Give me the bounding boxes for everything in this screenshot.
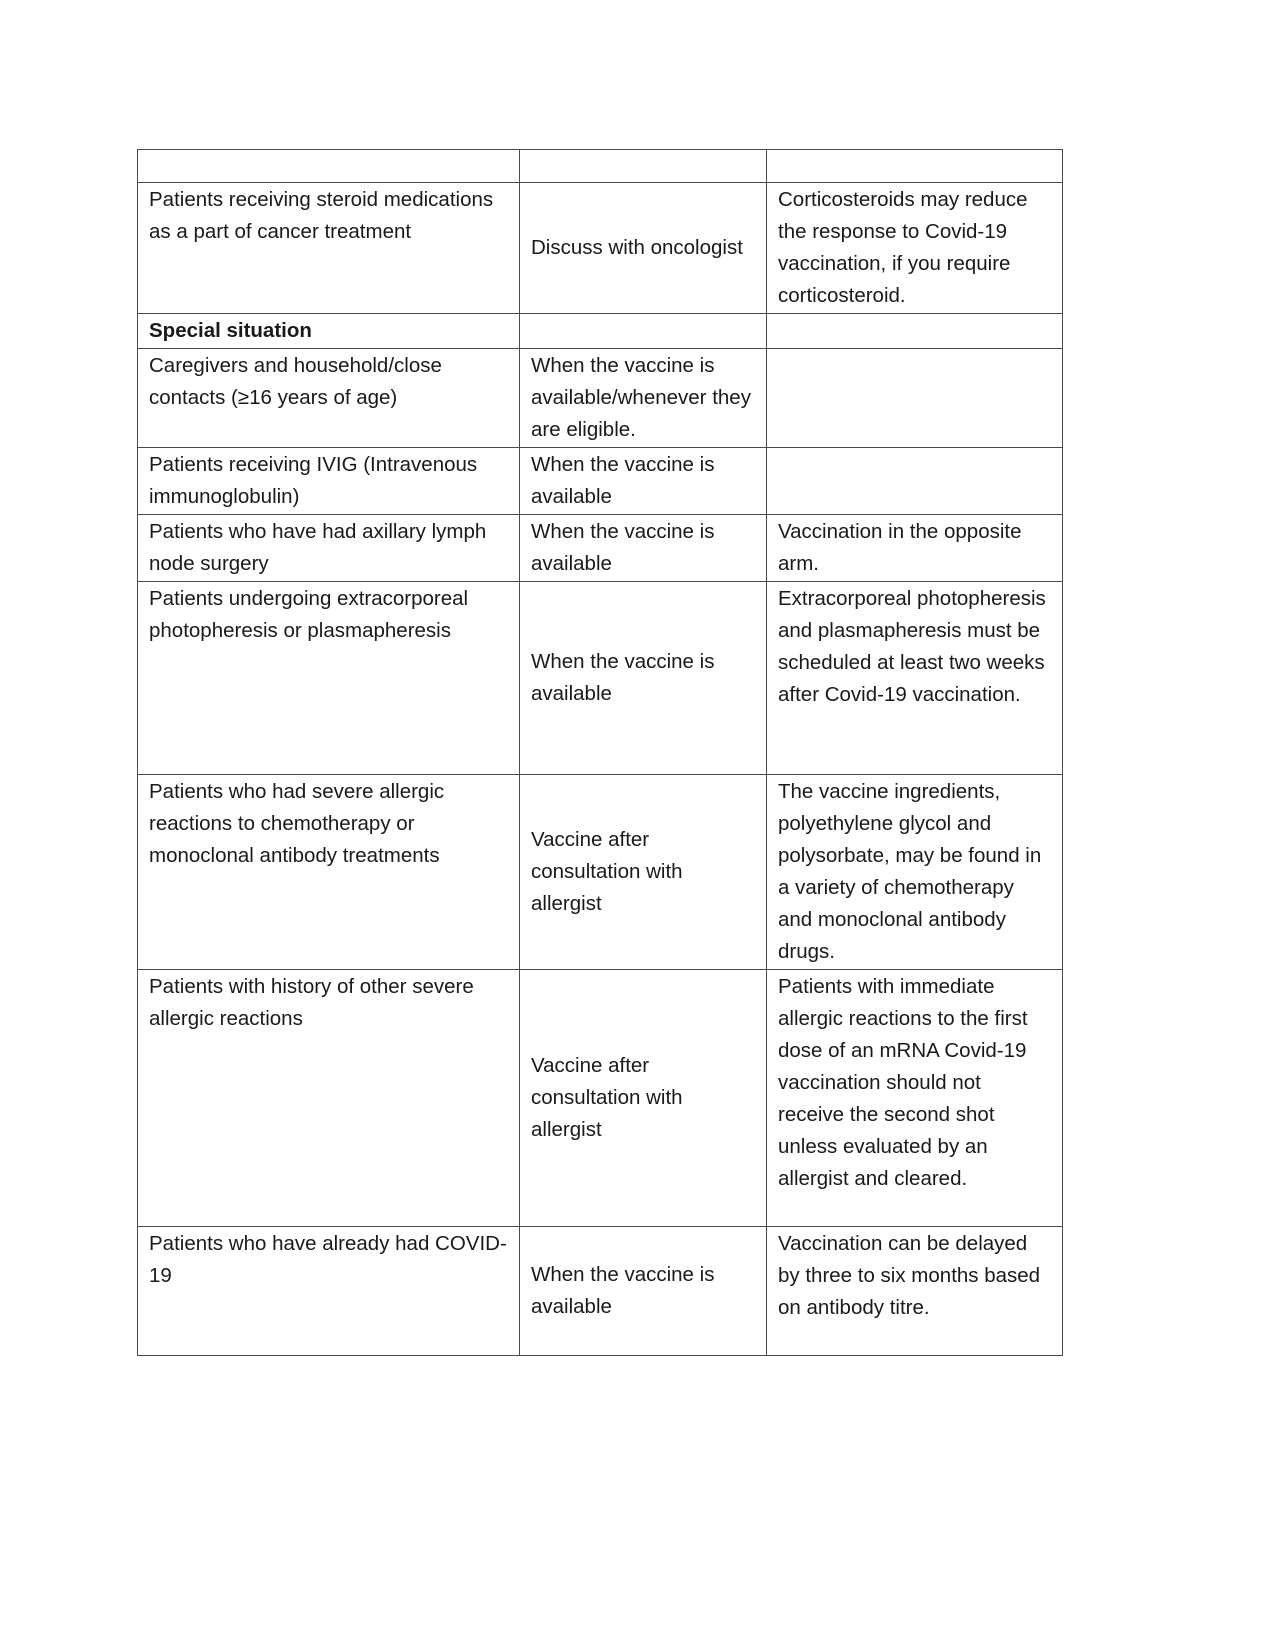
- section-header-row: [138, 314, 1063, 349]
- timing-cell: When the vaccine is available: [520, 582, 767, 775]
- table-row: [138, 448, 1063, 515]
- notes-cell: [767, 150, 1063, 183]
- timing-cell: When the vaccine is available: [520, 515, 767, 582]
- notes-cell: Vaccination in the opposite arm.: [767, 515, 1063, 582]
- table-row: [138, 183, 1063, 314]
- timing-cell: [520, 150, 767, 183]
- timing-cell: [520, 314, 767, 349]
- table-row: [138, 515, 1063, 582]
- timing-cell: Discuss with oncologist: [520, 183, 767, 314]
- table-row: [138, 582, 1063, 775]
- notes-cell: [767, 349, 1063, 448]
- patient-group-cell: [138, 150, 520, 183]
- table-row: [138, 349, 1063, 448]
- patient-group-cell: Patients receiving steroid medications as a part of cancer treatment: [138, 183, 520, 314]
- table-row-empty-header: [138, 150, 1063, 183]
- patient-group-cell: Patients receiving IVIG (Intravenous immunoglobulin): [138, 448, 520, 515]
- patient-group-cell: Patients with history of other severe allergic reactions: [138, 970, 520, 1227]
- notes-cell: [767, 448, 1063, 515]
- notes-cell: Vaccination can be delayed by three to six months based on antibody titre.: [767, 1227, 1063, 1356]
- timing-cell: Vaccine after consultation with allergist: [520, 970, 767, 1227]
- patient-group-cell: Patients who have had axillary lymph node surgery: [138, 515, 520, 582]
- vaccination-guidance-table: [137, 149, 1063, 1356]
- timing-cell: When the vaccine is available/whenever they are eligible.: [520, 349, 767, 448]
- timing-cell: When the vaccine is available: [520, 1227, 767, 1356]
- patient-group-cell: Patients undergoing extracorporeal photopheresis or plasmapheresis: [138, 582, 520, 775]
- timing-cell: Vaccine after consultation with allergist: [520, 775, 767, 970]
- table-row: [138, 775, 1063, 970]
- notes-cell: [767, 314, 1063, 349]
- table-row: [138, 1227, 1063, 1356]
- timing-cell: When the vaccine is available: [520, 448, 767, 515]
- notes-cell: Extracorporeal photopheresis and plasmapheresis must be scheduled at least two weeks after Covid-19 vaccination.: [767, 582, 1063, 775]
- patient-group-cell: Patients who had severe allergic reactions to chemotherapy or monoclonal antibody treatments: [138, 775, 520, 970]
- table-row: [138, 970, 1063, 1227]
- section-title: Special situation: [138, 314, 520, 349]
- notes-cell: Corticosteroids may reduce the response to Covid-19 vaccination, if you require corticosteroid.: [767, 183, 1063, 314]
- patient-group-cell: Patients who have already had COVID-19: [138, 1227, 520, 1356]
- notes-cell: Patients with immediate allergic reactions to the first dose of an mRNA Covid-19 vaccination should not receive the second shot unless evaluated by an allergist and cleared.: [767, 970, 1063, 1227]
- patient-group-cell: Caregivers and household/close contacts (≥16 years of age): [138, 349, 520, 448]
- notes-cell: The vaccine ingredients, polyethylene glycol and polysorbate, may be found in a variety of chemotherapy and monoclonal antibody drugs.: [767, 775, 1063, 970]
